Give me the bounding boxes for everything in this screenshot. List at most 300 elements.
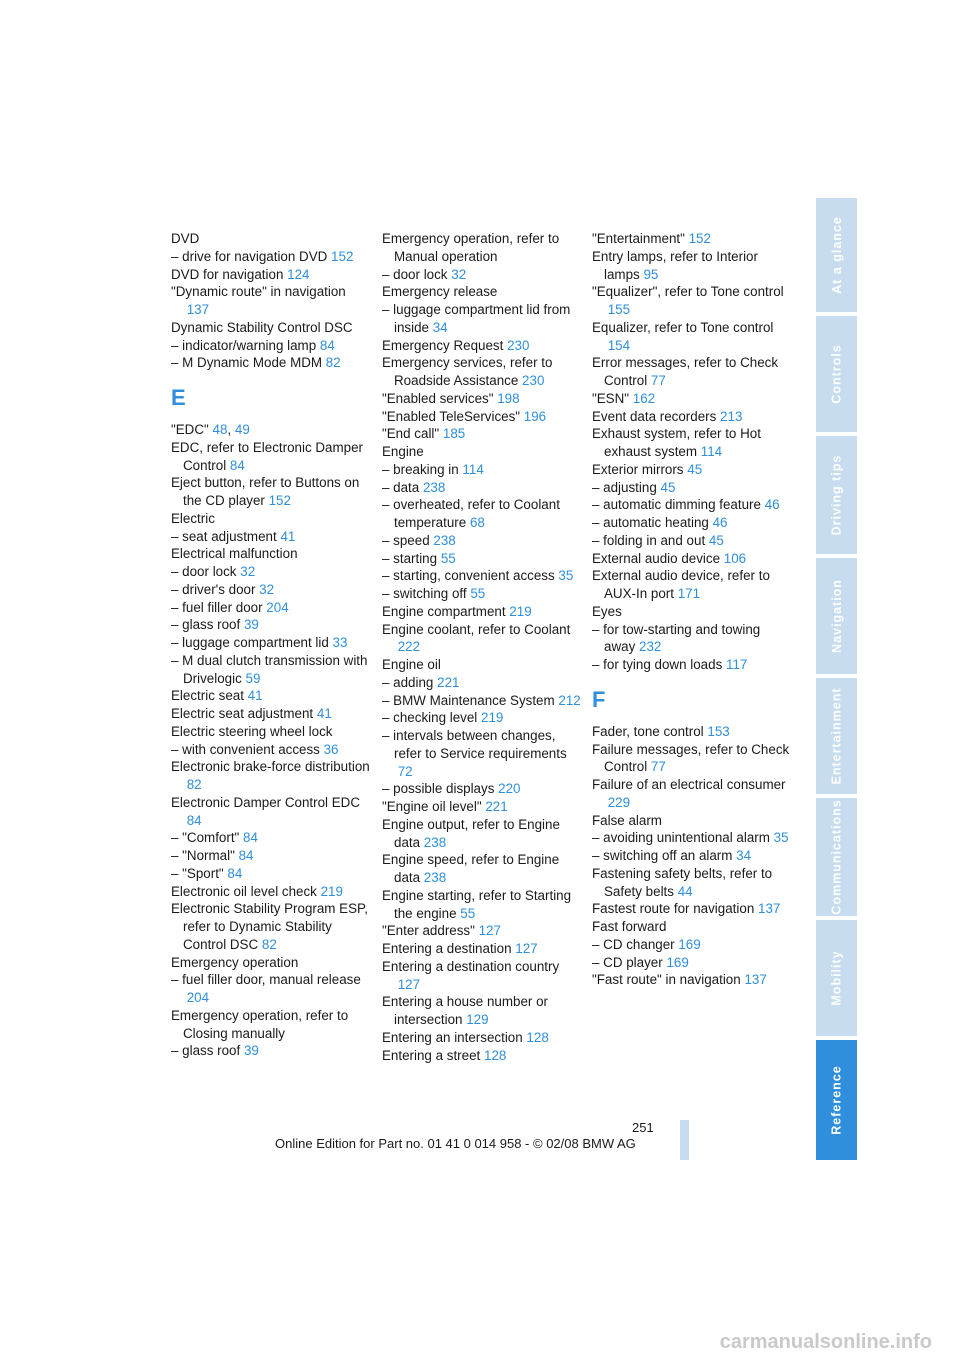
tab-navigation[interactable] [816,558,857,674]
index-entry-text: – BMW Maintenance System [382,692,555,708]
page-reference-link[interactable]: 124 [287,266,310,282]
index-entry-text: Failure of an electrical consumer [592,777,786,792]
index-entry-text: – switching off an alarm [592,848,733,863]
page-reference-link[interactable]: 55 [440,550,456,566]
index-entry-text: Entering a house number or intersection [382,994,548,1027]
index-entry-text: – door lock [171,564,237,579]
index-entry-text: EDC, refer to Electronic Damper Control [171,439,363,473]
index-entry-text: – "Normal" [171,848,235,863]
index-entry-text: Engine output, refer to Engine data [382,816,560,850]
page-reference-link[interactable]: 114 [700,444,723,459]
index-entry [592,532,792,550]
tab-entertainment[interactable] [816,678,857,794]
index-column-3 [592,230,792,989]
index-entry [592,567,792,603]
page-reference-link[interactable]: 34 [432,319,448,335]
tab-at-a-glance[interactable] [816,198,857,312]
index-entry [382,727,582,780]
page-reference-link[interactable]: 77 [650,373,666,388]
index-entry-text: Engine oil [382,657,441,672]
index-entry-text: – CD player [592,954,663,970]
index-entry-text: Fastening safety belts, refer to Safety belts [592,865,773,899]
index-entry [171,865,371,883]
page-reference-link[interactable]: 84 [186,812,202,828]
page-reference-link[interactable]: 45 [708,532,724,548]
index-entry-text: Entering a destination country [382,958,560,974]
index-entry-text: Eject button, refer to Buttons on the CD player [171,475,360,508]
page-reference-link[interactable]: 77 [650,759,666,775]
index-entry [592,496,792,514]
index-entry-text: Electronic Stability Program ESP, refer to Dynamic Stability Control DSC [171,901,368,952]
tab-label: Communications [829,799,844,915]
index-entry-text: "EDC" [171,422,209,437]
index-entry-text: – CD changer [592,936,675,952]
index-entry-text: – seat adjustment [171,528,277,544]
index-entry-text: – driver's door [171,581,256,597]
index-entry [592,741,792,777]
index-entry-text: – M dual clutch transmission with Drivelogic [171,652,368,686]
index-entry [592,865,792,901]
index-entry [382,425,582,443]
index-entry [592,656,792,674]
index-entry [592,847,792,865]
index-entry-text: Dynamic Stability Control DSC [171,319,353,335]
index-entry-text: Emergency operation, refer to Closing manually [171,1007,349,1041]
index-entry-text: Electrical malfunction [171,546,298,562]
page-reference-link[interactable]: 84 [238,848,254,863]
page-reference-link[interactable]: 222 [397,639,421,655]
index-entry-text: Electronic Damper Control EDC [171,794,361,810]
index-entry [592,319,792,355]
index-entry [382,550,582,568]
page-reference-link[interactable]: 46 [764,497,780,513]
page-reference-link[interactable]: 106 [723,550,747,566]
index-entry [171,354,371,372]
page-reference-link[interactable]: 55 [460,905,476,921]
index-entry-text: – avoiding unintentional alarm [592,830,770,846]
index-entry [171,794,371,830]
index-entry [592,918,792,936]
index-entry-text: DVD [171,231,200,246]
index-entry-text: Engine coolant, refer to Coolant [382,621,571,637]
tab-label: Controls [829,344,844,404]
index-entry-text: Fastest route for navigation [592,901,755,917]
index-entry-text: – intervals between changes, refer to Service requirements [382,728,567,761]
page-reference-link[interactable]: 137 [744,972,767,988]
index-entry-text: – fuel filler door [171,599,263,615]
tab-label: Reference [829,1065,844,1135]
page-reference-link[interactable]: 84 [319,337,335,353]
page-reference-link[interactable]: 212 [558,692,581,708]
index-entry-text: – "Sport" [171,865,224,881]
page-reference-link[interactable]: 128 [526,1029,549,1045]
page-reference-link[interactable]: 204 [186,990,210,1005]
index-entry-text: "Dynamic route" in navigation [171,284,346,300]
page-reference-link[interactable]: 127 [515,941,538,956]
index-entry [592,776,792,812]
tab-label: Driving tips [829,454,844,536]
page-reference-link[interactable]: 153 [707,723,730,739]
index-entry-text: Emergency release [382,284,498,300]
tab-controls[interactable] [816,316,857,432]
index-entry-text: Fast forward [592,919,667,934]
page-reference-link[interactable]: 49 [234,422,250,437]
page-reference-link[interactable]: 137 [758,901,781,917]
index-entry-text: "Fast route" in navigation [592,972,741,988]
page-reference-link[interactable]: 219 [481,710,504,726]
page-reference-link[interactable]: 230 [507,337,530,353]
page-reference-link[interactable]: 48 [212,422,228,437]
page-reference-link[interactable]: 213 [720,408,743,424]
index-entry-text: Electric seat adjustment [171,706,314,721]
index-entry-text: Electronic oil level check [171,883,317,899]
page-reference-link[interactable]: 185 [442,426,466,442]
page-reference-link[interactable]: 128 [484,1047,507,1063]
index-entry [592,971,792,989]
footer-accent-bar [680,1120,689,1160]
index-entry-text: Engine compartment [382,603,506,619]
index-entry-text: Equalizer, refer to Tone control [592,319,774,335]
index-entry-text: – folding in and out [592,532,706,548]
index-entry-text: – "Comfort" [171,830,240,846]
index-entry [171,581,371,599]
index-entry [592,283,792,319]
page-reference-link[interactable]: 32 [240,564,256,579]
tab-driving-tips[interactable] [816,436,857,554]
index-entry-text: – speed [382,532,430,548]
page-reference-link[interactable]: 169 [666,954,689,970]
page-reference-link[interactable]: 39 [243,617,259,633]
page-reference-link[interactable]: 129 [466,1012,489,1027]
index-entry-text: "Enter address" [382,923,475,939]
index-entry [382,230,582,266]
index-entry-text: – glass roof [171,617,241,633]
index-entry [592,603,792,621]
index-entry [171,266,371,284]
index-entry [382,532,582,550]
page-reference-link[interactable]: 34 [736,848,752,863]
page-reference-link[interactable]: 154 [607,337,631,353]
page-reference-link[interactable]: 196 [523,408,547,424]
index-entry [171,563,371,581]
page-reference-link[interactable]: 55 [470,586,486,601]
page-reference-link[interactable]: 152 [268,493,291,508]
index-entry [382,337,582,355]
index-entry-text: Electric seat [171,688,244,704]
index-entry-text: – luggage compartment lid from inside [382,302,571,335]
index-entry-text: Fader, tone control [592,723,704,739]
index-entry-text: "End call" [382,426,440,442]
index-entry-text: – for tow-starting and towing away [592,621,761,655]
index-entry [382,798,582,816]
page-reference-link[interactable]: 44 [677,883,693,899]
index-entry-text: – glass roof [171,1043,241,1059]
index-column-2 [382,230,582,1064]
index-entry-text: "Enabled services" [382,390,494,406]
index-entry-text: Eyes [592,603,622,619]
index-entry-text: – starting, convenient access [382,568,555,584]
index-entry [382,585,582,603]
index-entry-text: Emergency Request [382,337,504,353]
index-entry [592,550,792,568]
page-reference-link[interactable]: 114 [462,461,484,477]
page-reference-link[interactable]: 221 [437,674,460,690]
index-entry [171,687,371,705]
page-reference-link[interactable]: 45 [687,461,703,477]
index-entry-text: – starting [382,550,438,566]
index-entry-text: Entry lamps, refer to Interior lamps [592,248,758,282]
index-entry [592,230,792,248]
index-entry [592,723,792,741]
index-entry-text: – drive for navigation DVD [171,248,328,264]
index-entry [592,354,792,390]
index-entry [171,829,371,847]
index-entry [382,621,582,657]
index-entry [382,1047,582,1065]
index-entry [382,692,582,710]
page-reference-link[interactable]: 45 [660,479,676,495]
index-entry [171,741,371,759]
index-entry [382,780,582,798]
index-entry [592,621,792,657]
page-reference-link[interactable]: 36 [323,741,339,757]
index-entry-text: Failure messages, refer to Check Control [592,741,790,775]
index-entry [382,887,582,923]
index-entry [592,936,792,954]
tab-label: Entertainment [829,687,844,785]
index-entry [382,390,582,408]
index-entry [171,599,371,617]
index-entry-text: Electronic brake-force distribution [171,759,370,775]
index-entry [592,461,792,479]
index-entry [382,408,582,426]
index-entry [171,1042,371,1060]
tab-communications[interactable] [816,798,857,916]
page-reference-link[interactable]: 204 [266,599,289,615]
index-entry [171,900,371,953]
index-entry [382,656,582,674]
index-entry-text: – automatic dimming feature [592,497,761,513]
page-reference-link[interactable]: 219 [320,883,343,899]
index-entry-text: – breaking in [382,461,459,477]
index-entry-text: Error messages, refer to Check Control [592,355,779,388]
index-entry [171,545,371,563]
index-entry-text: "Engine oil level" [382,799,482,814]
tab-reference[interactable] [816,1040,857,1160]
index-entry-text: Entering a destination [382,941,512,956]
page-reference-link[interactable]: 238 [422,479,446,495]
index-entry [171,319,371,337]
index-entry [382,283,582,301]
footer-edition-note: Online Edition for Part no. 01 41 0 014 958 - © 02/08 BMW AG [275,1136,636,1151]
index-entry [382,567,582,585]
index-entry [382,940,582,958]
index-entry-text: – for tying down loads [592,657,723,672]
page-reference-link[interactable]: 219 [509,603,532,619]
index-entry [382,496,582,532]
index-entry [592,829,792,847]
index-entry [171,528,371,546]
index-entry-text: Electric steering wheel lock [171,723,333,739]
page-reference-link[interactable]: 39 [243,1043,259,1059]
page-reference-link[interactable]: 35 [558,568,574,584]
index-entry [592,900,792,918]
index-entry-text: Emergency operation, refer to Manual operation [382,231,560,264]
page-reference-link[interactable]: 41 [316,706,332,721]
page-reference-link[interactable]: 95 [643,266,659,282]
page-reference-link[interactable]: 152 [688,231,711,246]
index-entry [171,652,371,688]
index-section-letter: E [171,385,186,410]
index-entry [592,514,792,532]
index-entry [171,758,371,794]
index-entry [171,971,371,1007]
page-reference-link[interactable]: 229 [607,794,631,810]
index-entry-text: – indicator/warning lamp [171,337,317,353]
index-entry-text: "Enabled TeleServices" [382,408,521,424]
index-entry [382,354,582,390]
page-reference-link[interactable]: 238 [423,870,447,885]
page-reference-link[interactable]: 171 [677,586,701,601]
page-reference-link[interactable]: 198 [497,390,520,406]
page-reference-link[interactable]: 32 [259,581,275,597]
page-reference-link[interactable]: 46 [712,515,728,530]
index-entry [592,408,792,426]
page-reference-link[interactable]: 232 [639,639,662,655]
index-entry [171,510,371,528]
index-entry [171,283,371,319]
page-reference-link[interactable]: 82 [325,355,341,371]
page-reference-link[interactable]: 84 [229,457,245,473]
index-entry-text: – adjusting [592,479,657,495]
index-entry-text: Engine [382,444,424,459]
index-entry [171,248,371,266]
tab-label: At a glance [829,216,844,294]
index-entry [171,634,371,652]
index-entry-text: – possible displays [382,781,495,797]
index-entry [171,230,371,248]
index-entry-text: – switching off [382,586,467,601]
index-entry-text: Exterior mirrors [592,461,684,477]
index-entry-text: – overheated, refer to Coolant temperature [382,497,560,530]
page-reference-link[interactable]: 127 [397,976,421,992]
index-entry [592,954,792,972]
index-entry-text: Engine starting, refer to Starting the engine [382,887,572,921]
index-entry [382,851,582,887]
index-entry [592,390,792,408]
page-reference-link[interactable]: 41 [247,688,263,704]
page-reference-link[interactable]: 82 [186,777,202,792]
page-reference-link[interactable]: 41 [280,528,296,544]
index-entry [382,603,582,621]
index-entry [171,474,371,510]
index-entry [382,709,582,727]
page-reference-link[interactable]: 35 [773,830,789,846]
index-entry-text: "Equalizer", refer to Tone control [592,284,784,300]
watermark: carmanualsonline.info [719,1331,932,1353]
index-column-1 [171,230,371,1060]
index-entry [382,958,582,994]
index-entry [171,705,371,723]
page-reference-link[interactable]: 238 [423,834,447,850]
page-reference-link[interactable]: 33 [332,635,348,650]
page-reference-link[interactable]: 84 [227,865,243,881]
index-entry: "EDC" 48, 49 [171,422,250,437]
index-entry-text: – adding [382,674,434,690]
index-entry-text: Entering an intersection [382,1029,523,1045]
chapter-tabs [816,198,857,1160]
page-number: 251 [632,1120,654,1135]
index-entry [382,443,582,461]
index-entry [171,1007,371,1043]
index-entry [592,812,792,830]
index-entry [382,922,582,940]
index-entry [382,266,582,284]
index-entry [382,993,582,1029]
index-entry-text: Event data recorders [592,408,717,424]
page-reference-link[interactable]: 72 [397,763,413,779]
page-reference-link[interactable]: 169 [678,936,701,952]
index-entry-text: DVD for navigation [171,266,284,282]
page-reference-link[interactable]: 32 [451,266,467,282]
index-entry-text: "Entertainment" [592,231,685,246]
index-entry [382,674,582,692]
index-entry-text: – M Dynamic Mode MDM [171,355,323,371]
index-entry-text: – checking level [382,710,478,726]
index-entry-text: – luggage compartment lid [171,635,329,650]
index-entry [171,723,371,741]
index-entry [171,847,371,865]
index-entry-text: Engine speed, refer to Engine data [382,852,560,885]
page-reference-link[interactable]: 230 [522,373,545,388]
page-reference-link[interactable]: 68 [469,515,485,530]
index-entry-text: – door lock [382,266,448,282]
index-entry-text: "ESN" [592,390,630,406]
index-entry [592,479,792,497]
page-reference-link[interactable]: 137 [186,302,210,317]
index-entry [382,479,582,497]
index-entry [382,1029,582,1047]
index-entry-text: – automatic heating [592,515,709,530]
tab-label: Navigation [829,579,844,653]
index-entry-text: External audio device [592,550,721,566]
index-entry-text: Emergency operation [171,954,299,970]
index-entry [171,337,371,355]
index-entry [171,439,371,475]
tab-label: Mobility [829,950,844,1006]
index-entry-text: – data [382,479,420,495]
page-reference-link[interactable]: 155 [607,302,631,317]
page-reference-link[interactable]: 59 [245,670,261,686]
page-reference-link[interactable]: 127 [478,923,501,939]
index-entry [171,883,371,901]
index-entry [382,816,582,852]
index-entry [592,425,792,461]
page-reference-link[interactable]: 152 [331,248,354,264]
page-reference-link[interactable]: 84 [243,830,258,846]
index-section-letter: F [592,686,606,712]
index-entry-text: False alarm [592,812,662,828]
index-entry-text: Electric [171,510,215,526]
page-reference-link[interactable]: 238 [433,532,456,548]
page-reference-link[interactable]: 162 [632,390,656,406]
tab-mobility[interactable] [816,920,857,1036]
page-reference-link[interactable]: 117 [726,657,748,672]
page-reference-link[interactable]: 220 [498,781,521,797]
page-reference-link[interactable]: 221 [485,799,508,814]
index-entry-text: External audio device, refer to AUX-In port [592,568,770,601]
page-reference-link[interactable]: 82 [261,936,277,952]
